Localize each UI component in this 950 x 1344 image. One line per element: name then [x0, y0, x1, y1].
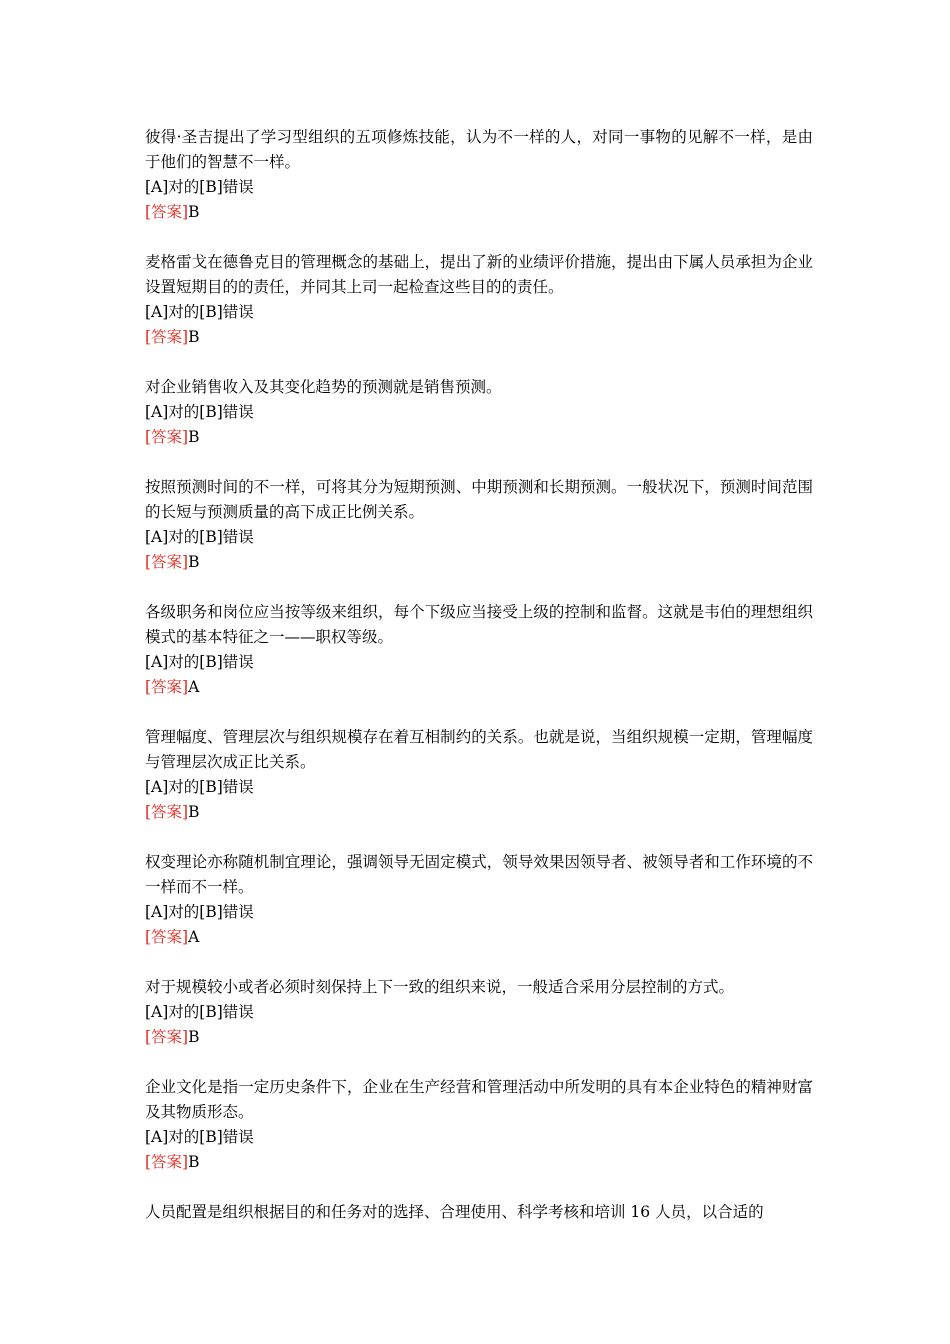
- question-options: [A]对的[B]错误: [145, 903, 254, 921]
- answer-label: [答案]: [145, 203, 189, 221]
- question-item-8: [145, 975, 813, 1050]
- question-answer: [145, 925, 813, 950]
- question-item-4: [145, 475, 813, 575]
- answer-label: [答案]: [145, 928, 189, 946]
- answer-value: B: [188, 553, 200, 571]
- question-options: [A]对的[B]错误: [145, 653, 254, 671]
- answer-value: B: [188, 428, 200, 446]
- question-options: [A]对的[B]错误: [145, 303, 254, 321]
- question-item-7: [145, 850, 813, 950]
- question-answer: [145, 675, 813, 700]
- question-answer: [145, 1025, 813, 1050]
- question-item-3: [145, 375, 813, 450]
- question-text: 人员配置是组织根据目的和任务对的选择、合理使用、科学考核和培训 16 人员，以合适的: [145, 1203, 764, 1221]
- question-options: [A]对的[B]错误: [145, 528, 254, 546]
- question-options: [A]对的[B]错误: [145, 1128, 254, 1146]
- answer-label: [答案]: [145, 428, 189, 446]
- answer-value: B: [188, 203, 200, 221]
- answer-value: A: [188, 678, 200, 696]
- answer-label: [答案]: [145, 553, 189, 571]
- question-text: 对企业销售收入及其变化趋势的预测就是销售预测。: [145, 378, 502, 396]
- answer-value: B: [188, 1153, 200, 1171]
- question-options: [A]对的[B]错误: [145, 403, 254, 421]
- question-answer: [145, 1150, 813, 1175]
- answer-label: [答案]: [145, 803, 189, 821]
- question-list: [145, 125, 813, 1250]
- question-answer: [145, 800, 813, 825]
- question-item-6: [145, 725, 813, 825]
- answer-label: [答案]: [145, 1153, 189, 1171]
- answer-label: [答案]: [145, 1028, 189, 1046]
- question-options: [A]对的[B]错误: [145, 778, 254, 796]
- question-text: 各级职务和岗位应当按等级来组织，每个下级应当接受上级的控制和监督。这就是韦伯的理想组织模式的基本特征之一——职权等级。: [145, 603, 813, 646]
- question-item-9: [145, 1075, 813, 1175]
- answer-label: [答案]: [145, 328, 189, 346]
- answer-value: B: [188, 328, 200, 346]
- question-options: [A]对的[B]错误: [145, 1003, 254, 1021]
- question-options: [A]对的[B]错误: [145, 178, 254, 196]
- question-answer: [145, 200, 813, 225]
- question-text: 彼得·圣吉提出了学习型组织的五项修炼技能，认为不一样的人，对同一事物的见解不一样，是由于他们的智慧不一样。: [145, 128, 813, 171]
- question-text: 对于规模较小或者必须时刻保持上下一致的组织来说，一般适合采用分层控制的方式。: [145, 978, 735, 996]
- question-text: 权变理论亦称随机制宜理论，强调领导无固定模式，领导效果因领导者、被领导者和工作环境的不一样而不一样。: [145, 853, 813, 896]
- question-answer: [145, 550, 813, 575]
- question-text: 按照预测时间的不一样，可将其分为短期预测、中期预测和长期预测。一般状况下，预测时间范围的长短与预测质量的高下成正比例关系。: [145, 478, 813, 521]
- answer-value: B: [188, 803, 200, 821]
- question-text: 管理幅度、管理层次与组织规模存在着互相制约的关系。也就是说，当组织规模一定期，管理幅度与管理层次成正比关系。: [145, 728, 813, 771]
- question-answer: [145, 325, 813, 350]
- question-item-5: [145, 600, 813, 700]
- question-item-2: [145, 250, 813, 350]
- question-item-1: [145, 125, 813, 225]
- question-item-10: [145, 1200, 813, 1225]
- answer-value: B: [188, 1028, 200, 1046]
- question-text: 麦格雷戈在德鲁克目的管理概念的基础上，提出了新的业绩评价措施，提出由下属人员承担为企业设置短期目的的责任，并同其上司一起检查这些目的的责任。: [145, 253, 813, 296]
- question-text: 企业文化是指一定历史条件下，企业在生产经营和管理活动中所发明的具有本企业特色的精神财富及其物质形态。: [145, 1078, 813, 1121]
- answer-label: [答案]: [145, 678, 189, 696]
- answer-value: A: [188, 928, 200, 946]
- question-answer: [145, 425, 813, 450]
